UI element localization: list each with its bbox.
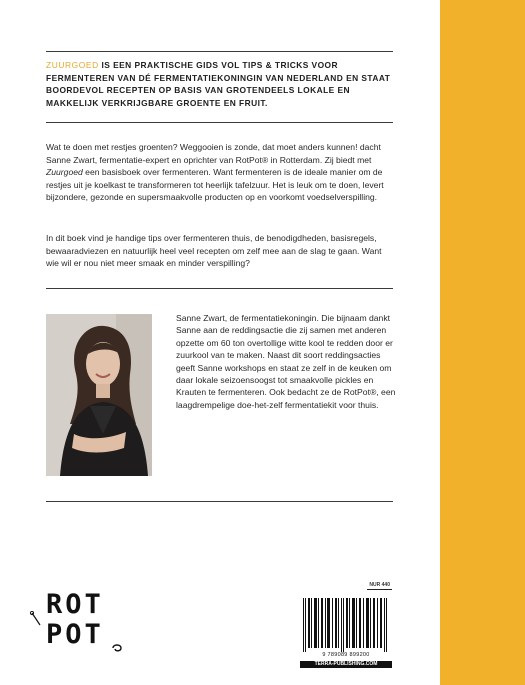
logo-line-rot: ROT	[46, 589, 104, 620]
intro-text-1: Wat te doen met restjes groenten? Weggooien is zonde, dat moet anders kunnen! dacht Sanne Zwart, fermentatie-expert en oprichter van RotPot® in Rotterdam. Zij biedt met	[46, 142, 381, 165]
divider-4	[46, 501, 393, 502]
nur-code: NUR 440	[369, 582, 390, 588]
brand-title: ZUURGOED	[46, 60, 99, 70]
book-title-italic: Zuurgoed	[46, 167, 83, 177]
divider-2	[46, 122, 393, 123]
author-bio	[176, 312, 398, 411]
bubble-mark-icon	[30, 611, 42, 627]
intro-text-2: een basisboek over fermenteren. Want fermenteren is de ideale manier om de restjes uit je koelkast te transformeren tot heerlijk tafelzuur. Het is leuk om te doen, levert bijzondere, gezonde en supersmaakvolle producten op en voorkomt voedselverspilling.	[46, 167, 384, 202]
intro-paragraph	[46, 141, 396, 204]
second-paragraph	[46, 232, 396, 270]
lid-swirl-icon	[110, 641, 124, 655]
rotpot-logo	[40, 589, 150, 669]
barcode-bars	[300, 596, 392, 652]
second-paragraph-text: In dit boek vind je handige tips over fermenteren thuis, de benodigdheden, basisregels, bewaaradviezen en natuurlijk heel veel recepten om zelf mee aan de slag te gaan. Want wie wil er nou niet meer smaak en minder verspilling?	[46, 233, 382, 268]
logo-line-pot: POT	[46, 619, 104, 650]
author-photo	[46, 314, 152, 476]
lead-text: IS EEN PRAKTISCHE GIDS VOL TIPS & TRICKS VOOR FERMENTEREN VAN DÉ FERMENTATIEKONINGIN VAN NEDERLAND EN STAAT BOORDEVOL RECEPTEN OP BASIS VAN GROTENDEELS LOKALE EN MAKKELIJK VERKRIJGBARE GROENTE EN FRUIT.	[46, 60, 391, 108]
lead-paragraph	[46, 59, 396, 109]
publisher-url: TERRA-PUBLISHING.COM	[300, 661, 392, 668]
spine-color-band	[440, 0, 525, 685]
divider-3	[46, 288, 393, 289]
author-bio-text: Sanne Zwart, de fermentatiekoningin. Die bijnaam dankt Sanne aan de reddingsactie die zij samen met anderen opzette om 60 ton overtollige witte kool te redden door er zuurkool van te maken. Naast dit soort reddingsacties geeft Sanne workshops en staat ze zelf in de keuken om daar lokale seizoensoogst tot smaakvolle pickles en Krauten te fermenteren. Ook bedacht ze de RotPot®, een laagdrempelige doe-het-zelf fermentatiekit voor thuis.	[176, 313, 396, 410]
divider-top	[46, 51, 393, 52]
isbn-number: 9 789089 899200	[322, 652, 370, 658]
barcode-block	[286, 582, 392, 668]
